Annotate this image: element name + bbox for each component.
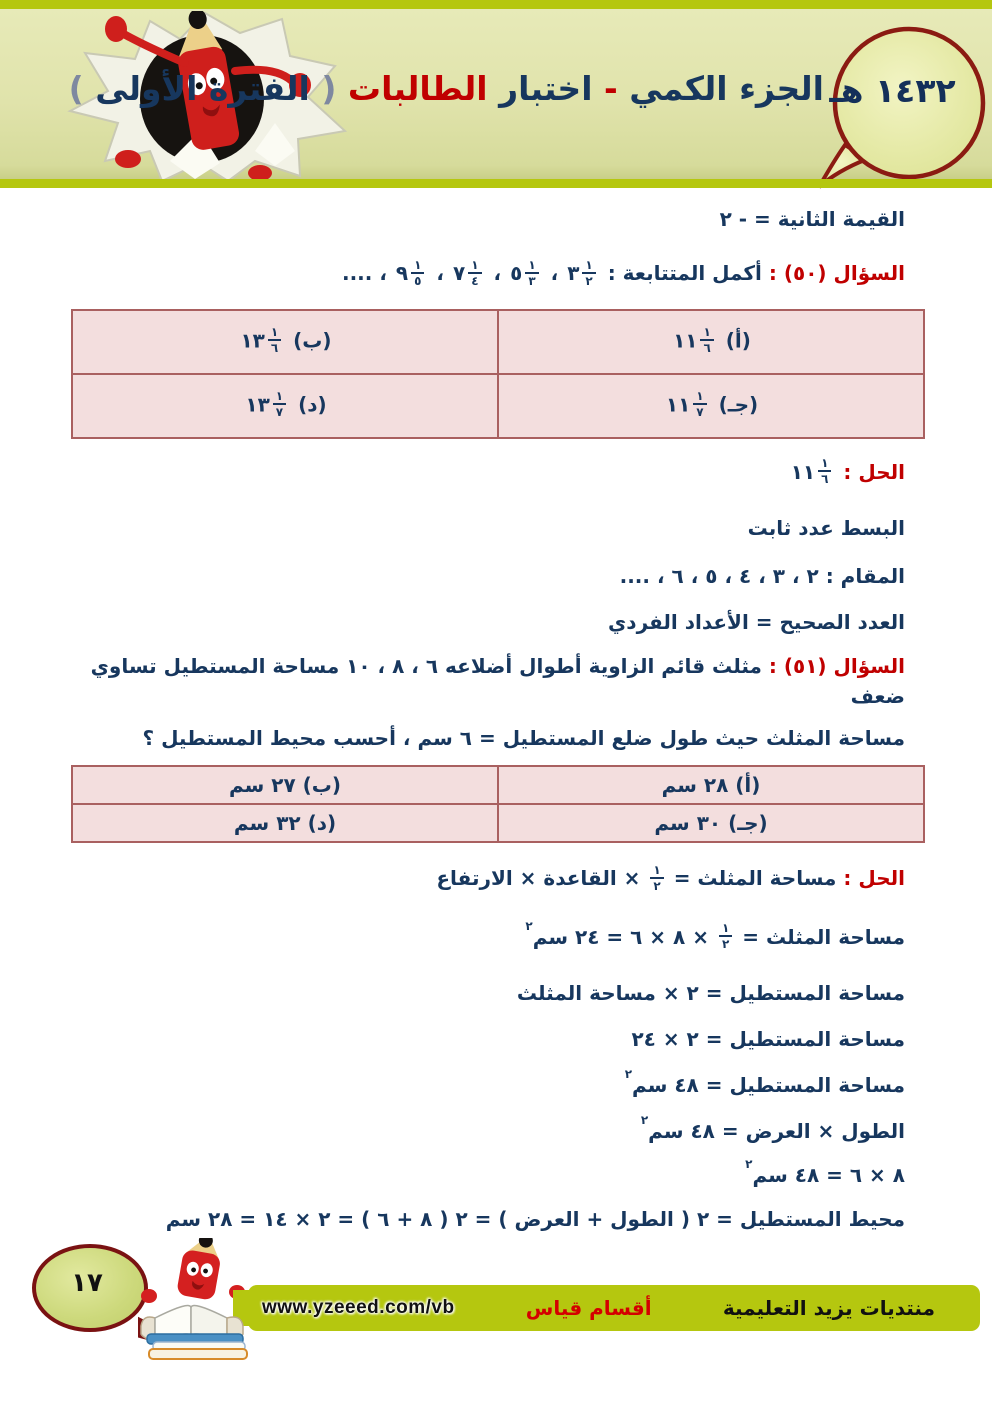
solution-label: الحل :: [843, 866, 905, 890]
answers-table-q51: [71, 765, 925, 843]
second-value-line: [71, 204, 905, 234]
seq-term-4: ٩ $\frac{١}{٥}$: [396, 258, 428, 289]
question-50-lead: أكمل المتتابعة :: [607, 261, 762, 285]
question-51-line1: السؤال (٥١) : مثلث قائم الزاوية أطوال أضلاعه ٦ ، ٨ ، ١٠ مساحة المستطيل تساوي ضعف: [90, 654, 905, 708]
answer-cell-c: (جـ) ١١ $\frac{١}{٧}$: [498, 374, 924, 438]
solution-51-line8: محيط المستطيل = ٢ ( الطول + العرض ) = ٢ ( ٨ + ٦ ) = ٢ × ١٤ = ٢٨ سم: [165, 1207, 905, 1231]
answer-cell-a: (أ) ٢٨ سم: [498, 766, 924, 804]
solution-51-line7: ٨ × ٦ = ٤٨ سم$^٢$: [745, 1157, 905, 1187]
note-integer: العدد الصحيح = الأعداد الفردي: [607, 610, 905, 634]
header-bottom-strip: [0, 179, 992, 188]
answer-cell-d: (د) ٣٢ سم: [72, 804, 498, 842]
exam-content: [0, 188, 992, 1234]
answer-cell-b: (ب) ١٣ $\frac{١}{٦}$: [72, 310, 498, 374]
question-50: السؤال (٥٠) : أكمل المتتابعة : ٣ $\frac{١}{٢}$ ، ٥ $\frac{١}{٣}$ ، ٧ $\frac{١}{٤}$ ، ٩ $\frac{١}{٥}$ ، ....: [341, 257, 905, 288]
top-green-strip: [0, 0, 992, 9]
seq-term-3: ٧ $\frac{١}{٤}$: [453, 258, 485, 289]
solution-51-line6: الطول × العرض = ٤٨ سم$^٢$: [640, 1113, 905, 1143]
pencil-books-icon: [125, 1238, 260, 1360]
solution-50-answer: ١١ $\frac{١}{٦}$: [791, 457, 835, 488]
answer-cell-a: (أ) ١١ $\frac{١}{٦}$: [498, 310, 924, 374]
note-numerator: البسط عدد ثابت: [747, 516, 905, 540]
title-part-quant: الجزء الكمي: [629, 69, 824, 108]
seq-ellipsis: ....: [341, 261, 373, 285]
footer-forum-name: منتديات يزيد التعليمية: [722, 1296, 935, 1320]
title-part-period: الفترة الأولى: [95, 69, 310, 108]
footer-bar: [248, 1285, 980, 1331]
question-51-line2: مساحة المثلث حيث طول ضلع المستطيل = ٦ سم ، أحسب محيط المستطيل ؟: [142, 726, 905, 750]
page-title: [68, 69, 824, 108]
table-row: [72, 310, 924, 374]
second-value-text: القيمة الثانية = - ٢: [719, 207, 905, 231]
seq-term-1: ٣ $\frac{١}{٢}$: [567, 258, 599, 289]
title-part-exam: اختبار: [499, 69, 593, 108]
page-number: ١٧: [71, 1268, 103, 1298]
table-row: [72, 374, 924, 438]
note-denominator: المقام : ٢ ، ٣ ، ٤ ، ٥ ، ٦ ، ....: [619, 564, 905, 588]
table-row: [72, 766, 924, 804]
answer-cell-d: (د) ١٣ $\frac{١}{٧}$: [72, 374, 498, 438]
seq-term-2: ٥ $\frac{١}{٣}$: [510, 258, 542, 289]
solution-label: الحل :: [843, 459, 905, 484]
hijri-year: ١٤٣٢ هـ: [829, 71, 956, 110]
title-part-students: الطالبات: [347, 69, 488, 108]
solution-50: [71, 457, 905, 488]
question-51-label: السؤال (٥١) :: [768, 654, 905, 678]
solution-51-line1: الحل : مساحة المثلث = $\frac{١}{٢}$ × القاعدة × الارتفاع: [436, 862, 905, 893]
title-dash: -: [604, 69, 618, 108]
question-50-label: السؤال (٥٠) :: [768, 261, 905, 285]
answer-cell-c: (جـ) ٣٠ سم: [498, 804, 924, 842]
solution-51-line4: مساحة المستطيل = ٢ × ٢٤: [631, 1027, 905, 1051]
answers-table-q50: [71, 309, 925, 439]
solution-51-line5: مساحة المستطيل = ٤٨ سم$^٢$: [624, 1067, 905, 1097]
solution-51-line3: مساحة المستطيل = ٢ × مساحة المثلث: [516, 981, 905, 1005]
paren-open: (: [321, 69, 337, 108]
table-row: [72, 804, 924, 842]
header-banner: [0, 9, 992, 179]
paren-close: ): [68, 69, 84, 108]
footer-section-label: أقسام قياس: [525, 1296, 652, 1320]
solution-51-line2: مساحة المثلث = $\frac{١}{٢}$ × ٨ × ٦ = ٢٤ سم$^٢$: [525, 918, 905, 951]
site-url-link[interactable]: www.yzeeed.com/vb: [262, 1297, 455, 1318]
answer-cell-b: (ب) ٢٧ سم: [72, 766, 498, 804]
